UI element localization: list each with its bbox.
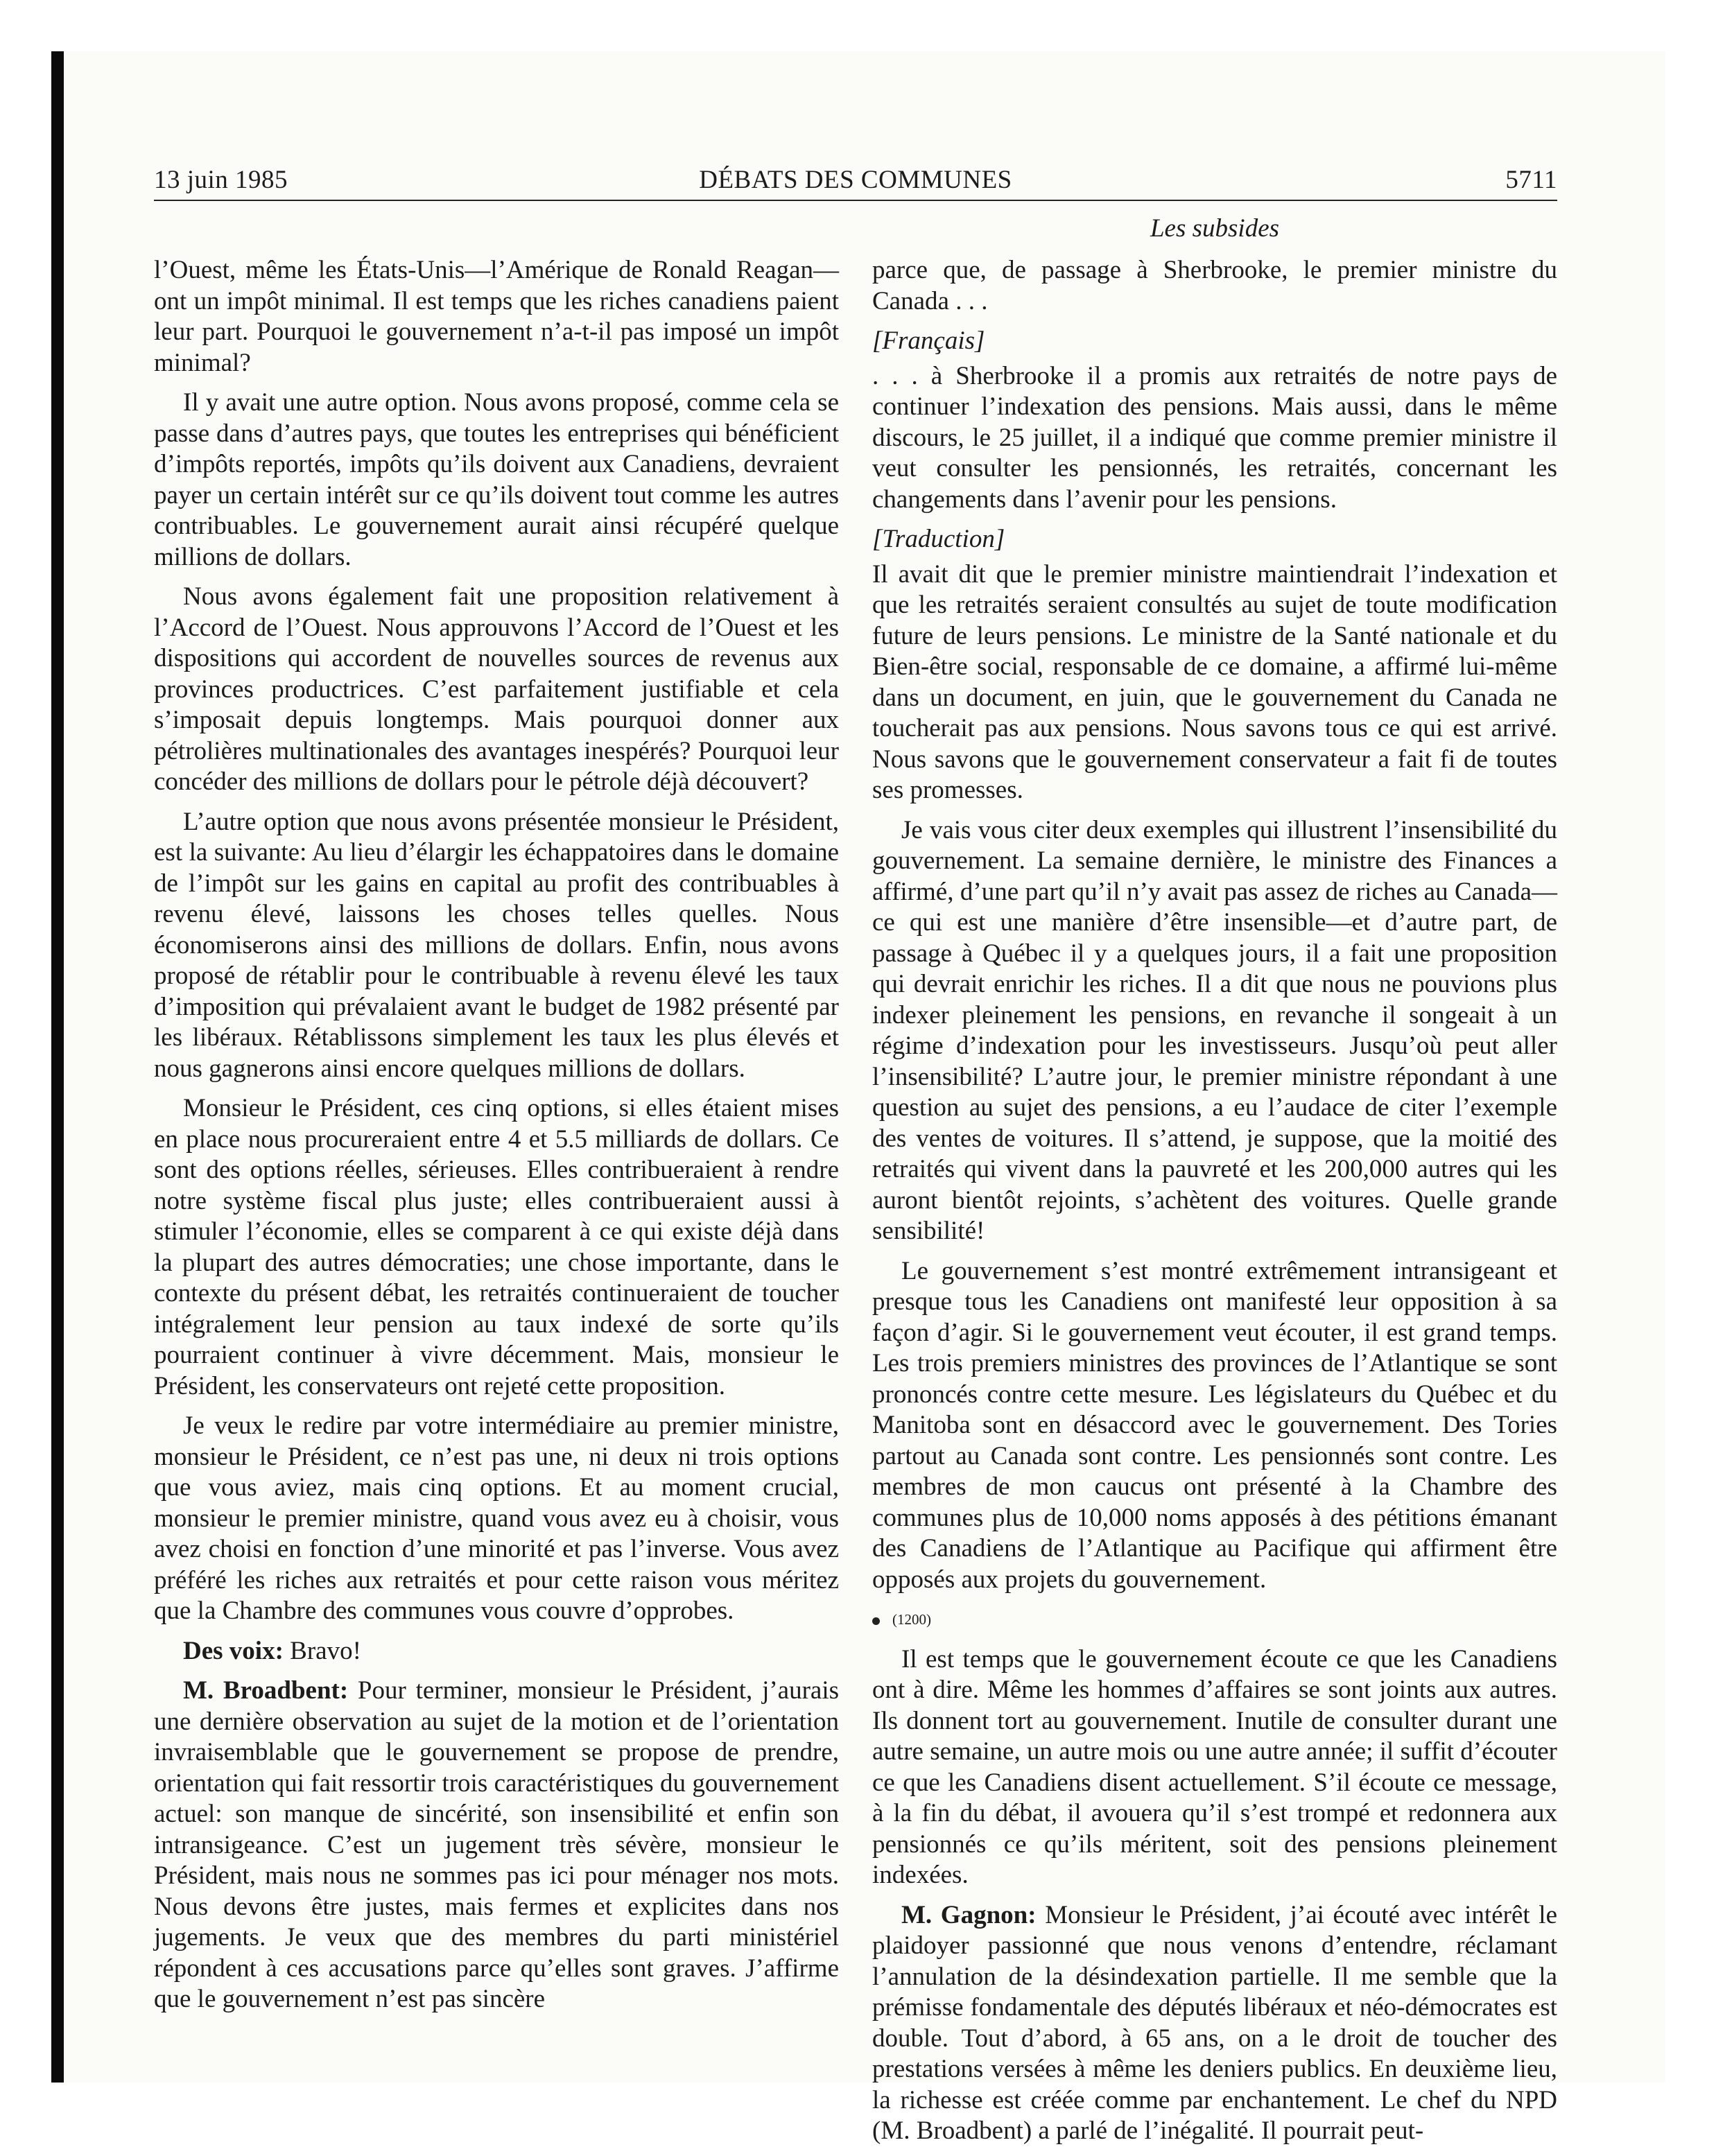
language-label: [Français] — [872, 327, 985, 355]
header-title: DÉBATS DES COMMUNES — [699, 166, 1012, 194]
speaker-name: Des voix: — [183, 1636, 284, 1665]
paragraph: Monsieur le Président, ces cinq options, si elles étaient mises en place nous procureraient entre 4 et 5.5 milliards de dollars. Ce sont des options réelles, sérieuses. Elles contribueraient à rendre notre système fiscal plus juste; elles contribueraient aussi à stimuler l’économie, elles se comparent à ce qui existe déjà dans la plupart des autres démocraties; une chose importante, dans le contexte du présent débat, les retraités continueraient de toucher intégralement leur pension au taux indexé de sorte qu’ils pourraient continuer à vivre décemment. Mais, monsieur le Président, les conservateurs ont rejeté cette proposition. — [154, 1094, 839, 1400]
speech-paragraph — [154, 1676, 839, 2015]
page-number: 5711 — [1505, 166, 1557, 194]
speaker-name: M. Gagnon: — [901, 1900, 1037, 1929]
speaker-name: M. Broadbent: — [183, 1676, 349, 1705]
paragraph: parce que, de passage à Sherbrooke, le premier ministre du Canada . . . — [872, 256, 1557, 315]
paragraph: . . . à Sherbrooke il a promis aux retraités de notre pays de continuer l’indexation des pensions. Mais aussi, dans le même discours, le 25 juillet, il a indiqué que comme premier ministre il veut consulter les pensionnés, les retraités, concernant les changements dans l’avenir pour les pensions. — [872, 361, 1557, 514]
scan-margin — [0, 0, 51, 2132]
scan-edge-bar — [51, 51, 64, 2083]
bullet-icon — [872, 1617, 880, 1625]
paragraph: Nous avons également fait une proposition relativement à l’Accord de l’Ouest. Nous approuvons l’Accord de l’Ouest et les dispositions qui accordent de nouvelles sources de revenus aux provinces productrices. C’est parfaitement justifiable et cela s’imposait depuis longtemps. Mais pourquoi donner aux pétrolières multinationales des avantages inespérés? Pourquoi leur concéder des millions de dollars pour le pétrole déjà découvert? — [154, 582, 839, 796]
header-rule — [154, 200, 1557, 201]
page-header — [154, 165, 1557, 201]
speech-text: Monsieur le Président, j’ai écouté avec intérêt le plaidoyer passionné que nous venons d’entendre, réclamant l’annulation de la désindexation partielle. Il me semble que la prémisse fondamentale des députés libéraux et néo-démocrates est double. Tout d’abord, à 65 ans, on a le droit de toucher des prestations versées à même les deniers publics. En deuxième lieu, la richesse est créée comme par enchantement. Le chef du NPD (M. Broadbent) a parlé de l’inégalité. Il pourrait peut- — [872, 1900, 1557, 2145]
paragraph: Il avait dit que le premier ministre maintiendrait l’indexation et que les retraités seraient consultés au sujet de toute modification future de leurs pensions. Le ministre de la Santé nationale et du Bien-être social, responsable de ce domaine, a affirmé lui-même dans un document, en juin, que le gouvernement du Canada ne toucherait pas aux pensions. Nous savons tous ce qui est arrivé. Nous savons que le gouvernement conservateur a fait fi de toutes ses promesses. — [872, 559, 1557, 804]
paragraph: l’Ouest, même les États-Unis—l’Amérique de Ronald Reagan—ont un impôt minimal. Il est temps que les riches canadiens paient leur part. Pourquoi le gouvernement n’a-t-il pas imposé un impôt minimal? — [154, 256, 839, 377]
time-marker — [872, 1604, 1557, 1635]
speech-text: Bravo! — [283, 1636, 361, 1665]
paragraph: Je vais vous citer deux exemples qui illustrent l’insensibilité du gouvernement. La semaine dernière, le ministre des Finances a affirmé, d’une part qu’il n’y avait pas assez de riches au Canada—ce qui est une manière d’être insensible—et d’autre part, de passage à Québec il y a quelques jours, il a fait une proposition qui devrait enrichir les riches. Il a dit que nous ne pouvions plus indexer pleinement les pensions, en revanche il songeait à un régime d’indexation pour les investisseurs. Jusqu’où peut aller l’insensibilité? L’autre jour, le premier ministre répondant à une question au sujet des pensions, a eu l’audace de citer l’exemple des ventes de voitures. Il s’attend, je suppose, que la moitié des retraités qui vivent dans la pauvreté et les 200,000 autres qui les auront bientôt rejoints, s’achètent des voitures. Quelle grande sensibilité! — [872, 815, 1557, 1245]
paragraph: L’autre option que nous avons présentée monsieur le Président, est la suivante: Au lieu d’élargir les échappatoires dans le domaine de l’impôt sur les gains en capital au profit des contribuables à revenu élevé, laissons les choses telles quelles. Nous économiserons ainsi des millions de dollars. Enfin, nous avons proposé de rétablir pour le contribuable à revenu élevé les taux d’imposition qui prévalaient avant le budget de 1982 présenté par les libéraux. Rétablissons simplement les taux les plus élevés et nous gagnerons ainsi encore quelques millions de dollars. — [154, 807, 839, 1083]
paragraph: Le gouvernement s’est montré extrêmement intransigeant et presque tous les Canadiens ont manifesté leur opposition à sa façon d’agir. Si le gouvernement veut écouter, il est grand temps. Les trois premiers ministres des provinces de l’Atlantique se sont prononcés contre cette mesure. Les législateurs du Québec et du Manitoba sont en désaccord avec le gouvernement. Des Tories partout au Canada sont contre. Les pensionnés sont contre. Les membres de mon caucus ont présenté à la Chambre des communes plus de 10,000 noms apposés à des pétitions émanant des Canadiens de l’Atlantique au Pacifique qui affirment être opposés aux projets du gouvernement. — [872, 1256, 1557, 1594]
paragraph: Je veux le redire par votre intermédiaire au premier ministre, monsieur le Président, ce n’est pas une, ni deux ni trois options que vous aviez, mais cinq options. Et au moment crucial, monsieur le premier ministre, quand vous avez eu à choisir, vous avez choisi en fonction d’une minorité et pas l’inverse. Vous avez préféré les riches aux retraités et pour cette raison vous méritez que la Chambre des communes vous couvre d’opprobes. — [154, 1411, 839, 1625]
paragraph: Il y avait une autre option. Nous avons proposé, comme cela se passe dans d’autres pays, que toutes les entreprises qui bénéficient d’impôts reportés, impôts qu’ils doivent aux Canadiens, devraient payer un certain intérêt sur ce qu’ils doivent tout comme les autres contribuables. Le gouvernement aurait ainsi récupéré quelque millions de dollars. — [154, 388, 839, 571]
paragraph: Il est temps que le gouvernement écoute ce que les Canadiens ont à dire. Même les hommes d’affaires se sont joints aux autres. Ils donnent tort au gouvernement. Inutile de consulter durant une autre semaine, un autre mois ou une autre année; il suffit d’écouter ce que les Canadiens disent actuellement. S’il écoute ce message, à la fin du débat, il avouera qu’il s’est trompé et redonnera aux pensionnés ce qu’ils méritent, soit des pensions pleinement indexées. — [872, 1644, 1557, 1889]
section-title: Les subsides — [1150, 214, 1280, 243]
language-label: [Traduction] — [872, 525, 1005, 553]
speech-paragraph — [154, 1636, 839, 1667]
time-marker-text: (1200) — [892, 1611, 931, 1628]
speech-text: Pour terminer, monsieur le Président, j’aurais une dernière observation au sujet de la motion et de l’orientation invraisemblable que le gouvernement se propose de prendre, orientation qui fait ressortir trois caractéristiques du gouvernement actuel: son manque de sincérité, son insensibilité et enfin son intransigeance. C’est un jugement très sévère, monsieur le Président, mais nous ne sommes pas ici pour ménager nos mots. Nous devons être justes, mais fermes et explicites dans nos jugements. Je veux que des membres du parti ministériel répondent à ces accusations parce qu’elles sont graves. J’affirme que le gouvernement n’est pas sincère — [154, 1676, 840, 2013]
header-date: 13 juin 1985 — [154, 166, 288, 194]
left-column — [154, 255, 839, 2024]
right-column — [872, 255, 1557, 2156]
speech-paragraph — [872, 1900, 1557, 2147]
